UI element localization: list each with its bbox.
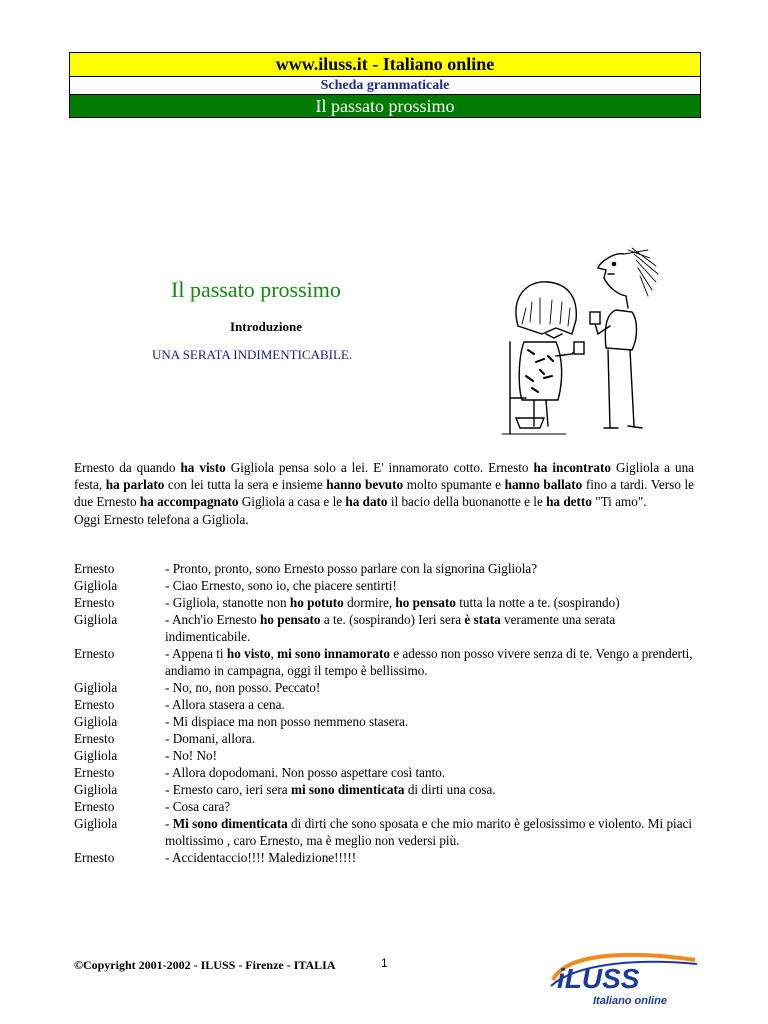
dialogue-text xyxy=(165,781,694,798)
text-run: - Gigliola, stanotte non xyxy=(165,595,290,610)
text-run: dormire, xyxy=(343,595,396,610)
topic-banner: Il passato prossimo xyxy=(69,94,701,118)
speaker-name: Ernesto xyxy=(74,646,115,661)
verb-highlight: hanno bevuto xyxy=(326,477,404,493)
page-title: Il passato prossimo xyxy=(171,277,341,302)
text-run: - Mi dispiace ma non posso nemmeno stasera. xyxy=(165,714,409,729)
dialogue-line xyxy=(74,679,694,696)
speaker-name: Gigliola xyxy=(74,612,118,627)
dialogue-text xyxy=(165,849,694,866)
text-run: il bacio della buonanotte e le xyxy=(387,494,547,510)
page-number: 1 xyxy=(381,956,388,970)
text-run: tutta la notte a te. (sospirando) xyxy=(455,595,620,610)
verb-highlight: mi sono dimenticata xyxy=(290,782,405,797)
verb-highlight: ho pensato xyxy=(395,595,456,610)
story-text xyxy=(74,459,694,511)
text-run: - Appena ti xyxy=(165,646,227,661)
dialogue-line xyxy=(74,560,694,577)
dialogue-text xyxy=(165,645,694,679)
text-run: , xyxy=(270,646,278,661)
dialogue-line xyxy=(74,730,694,747)
speaker-name: Gigliola xyxy=(74,816,118,831)
speaker-name: Ernesto xyxy=(74,561,115,576)
speaker-name: Ernesto xyxy=(74,731,115,746)
text-run: - Ernesto caro, ieri sera xyxy=(165,782,291,797)
dialogue-text xyxy=(165,730,694,747)
speaker-name: Gigliola xyxy=(74,782,118,797)
text-run: veramente una serata indimenticabile. xyxy=(165,612,616,644)
scheda-label: Scheda grammaticale xyxy=(69,76,701,95)
dialogue-line xyxy=(74,815,694,849)
text-run: - Accidentaccio!!!! Maledizione!!!!! xyxy=(165,850,357,865)
dialogue-text xyxy=(165,815,694,849)
text-run: - Cosa cara? xyxy=(165,799,231,814)
text-run: "Ti amo". xyxy=(591,494,647,510)
verb-highlight: ha incontrato xyxy=(533,460,611,475)
dialogue-line xyxy=(74,713,694,730)
text-run: - Allora stasera a cena. xyxy=(165,697,285,712)
text-run: Ernesto da quando xyxy=(74,460,181,475)
speaker-name: Ernesto xyxy=(74,765,115,780)
dialogue-text xyxy=(165,764,694,781)
speaker-name: Ernesto xyxy=(74,850,115,865)
verb-highlight: hanno ballato xyxy=(504,477,583,493)
text-run: Gigliola pensa solo a lei. E' innamorato cotto. Ernesto xyxy=(225,460,534,475)
speaker-name: Ernesto xyxy=(74,799,115,814)
dialogue-text xyxy=(165,560,694,577)
text-run: - No, no, non posso. Peccato! xyxy=(165,680,321,695)
text-run: - Ciao Ernesto, sono io, che piacere sentirti! xyxy=(165,578,397,593)
logo-tagline: Italiano online xyxy=(593,995,667,1007)
copyright-notice: ©Copyright 2001-2002 - ILUSS - Firenze - ITALIA xyxy=(74,958,336,972)
speaker-name: Gigliola xyxy=(74,748,118,763)
dialogue-text xyxy=(165,577,694,594)
dialogue-text xyxy=(165,747,694,764)
text-run: - No! No! xyxy=(165,748,218,763)
speaker-name: Gigliola xyxy=(74,578,118,593)
dialogue-line xyxy=(74,747,694,764)
text-run: - xyxy=(165,816,173,831)
text-run: - Anch'io Ernesto xyxy=(165,612,261,627)
speaker-name: Ernesto xyxy=(74,697,115,712)
dialogue-line xyxy=(74,696,694,713)
verb-highlight: Mi sono dimenticata xyxy=(172,816,288,831)
dialogue-line xyxy=(74,594,694,611)
dialogue-text xyxy=(165,713,694,730)
phone-line: Oggi Ernesto telefona a Gigliola. xyxy=(74,511,249,527)
story-title: UNA SERATA INDIMENTICABILE. xyxy=(152,347,353,362)
dialogue-line xyxy=(74,645,694,679)
text-run: di dirti una cosa. xyxy=(404,782,496,797)
dialogue-line xyxy=(74,798,694,815)
text-run: Gigliola a casa e le xyxy=(238,494,346,510)
verb-highlight: ha parlato xyxy=(105,477,165,493)
dialogue-line xyxy=(74,577,694,594)
verb-highlight: ha detto xyxy=(546,494,592,510)
story-paragraph xyxy=(74,459,694,528)
dialogue-line xyxy=(74,611,694,645)
verb-highlight: ha accompagnato xyxy=(139,494,239,510)
logo-wordmark: iLUSS xyxy=(557,963,640,994)
dialogue-text xyxy=(165,594,694,611)
speaker-name: Gigliola xyxy=(74,680,118,695)
text-run: molto spumante e xyxy=(403,477,505,493)
speaker-name: Gigliola xyxy=(74,714,118,729)
speaker-name: Ernesto xyxy=(74,595,115,610)
dialogue-line xyxy=(74,764,694,781)
dialogue-text xyxy=(165,798,694,815)
verb-highlight: ho visto xyxy=(226,646,271,661)
text-run: con lei tutta la sera e insieme xyxy=(164,477,327,493)
verb-highlight: ho potuto xyxy=(289,595,344,610)
site-banner: www.iluss.it - Italiano online xyxy=(69,52,701,77)
text-run: Gigliola a una festa, xyxy=(74,460,695,493)
dialogue xyxy=(74,560,694,866)
verb-highlight: è stata xyxy=(464,612,501,627)
text-run: e adesso non posso vivere senza di te. Vengo a prenderti, andiamo in campagna, oggi il tempo è bellissimo. xyxy=(165,646,693,678)
verb-highlight: ha dato xyxy=(345,494,388,510)
dialogue-text xyxy=(165,696,694,713)
text-run: - Pronto, pronto, sono Ernesto posso parlare con la signorina Gigliola? xyxy=(165,561,538,576)
dialogue-text xyxy=(165,611,694,645)
verb-highlight: ho pensato xyxy=(260,612,321,627)
couple-illustration xyxy=(496,238,676,444)
dialogue-line xyxy=(74,849,694,866)
dialogue-line xyxy=(74,781,694,798)
dialogue-text xyxy=(165,679,694,696)
text-run: fino a tardi. Verso le due Ernesto xyxy=(74,477,695,510)
text-run: - Allora dopodomani. Non posso aspettare così tanto. xyxy=(165,765,446,780)
verb-highlight: mi sono innamorato xyxy=(277,646,390,661)
text-run: di dirti che sono sposata e che mio marito è gelosissimo e violento. Mi piaci moltissimo , caro Ernesto, ma è meglio non vedersi più. xyxy=(165,816,693,848)
iluss-logo xyxy=(545,950,705,1010)
text-run: - Domani, allora. xyxy=(165,731,256,746)
text-run: a te. (sospirando) Ieri sera xyxy=(320,612,465,627)
verb-highlight: ha visto xyxy=(180,460,226,475)
intro-label: Introduzione xyxy=(230,319,302,334)
